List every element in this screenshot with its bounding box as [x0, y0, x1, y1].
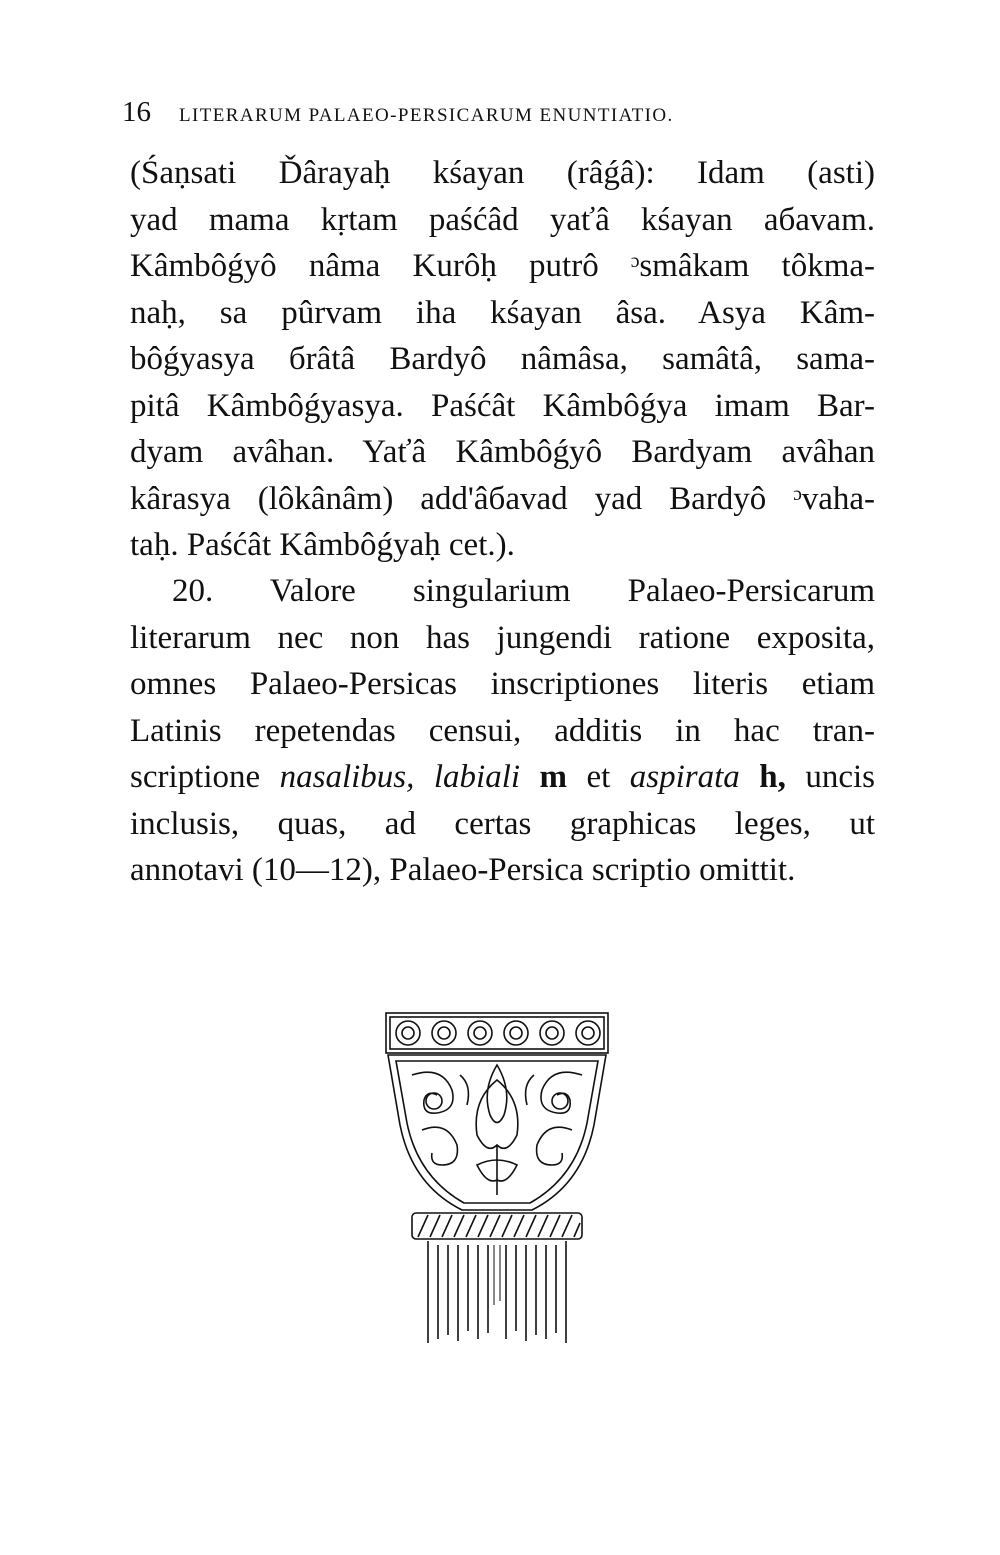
paragraph-line: literarum nec non has jungendi ratione exposita,: [130, 619, 875, 656]
quote-line: taḥ. Paśćât Kâmbôǵyaḥ cet.).: [130, 527, 515, 563]
capital-ornament-icon: [382, 1005, 612, 1345]
bold-letter: h,: [759, 759, 786, 795]
page-number: 16: [122, 96, 151, 128]
quote-line: pitâ Kâmbôǵyasya. Paśćât Kâmbôǵya imam Bar-: [130, 387, 875, 424]
italic-term: labiali: [433, 759, 521, 795]
paragraph-line: omnes Palaeo-Persicas inscriptiones literis etiam: [130, 666, 875, 702]
text-run: uncis: [805, 759, 876, 795]
paragraph-line: inclusis, quas, ad certas graphicas leges, ut: [130, 805, 875, 842]
quote-line: bôǵyasya бrâtâ Bardyô nâmâsa, samâtâ, sama-: [130, 341, 875, 377]
paragraph-line: annotavi (10—12), Palaeo-Persica scriptio omittit.: [130, 852, 796, 888]
running-head: LITERARUM PALAEO-PERSICARUM ENUNTIATIO.: [179, 105, 674, 126]
text-run: scriptione: [130, 759, 261, 795]
quote-line: naḥ, sa pûrvam iha kśayan âsa. Asya Kâm-: [130, 294, 875, 331]
quote-line: dyam avâhan. Yaťâ Kâmbôǵyô Bardyam avâhan: [130, 434, 875, 470]
quote-line: Kâmbôǵyô nâma Kurôḥ putrô ᵓsmâkam tôkma-: [130, 248, 875, 284]
paragraph-line-mixed: [130, 754, 875, 801]
bold-letter: m: [539, 759, 568, 795]
text-run: et: [586, 759, 611, 795]
paragraph-20: [130, 568, 875, 894]
capital-ornament-drawing: [382, 1005, 612, 1345]
quoted-inscription: [130, 150, 875, 569]
italic-term: aspirata: [629, 759, 740, 795]
quote-line: yad mama kṛtam paśćâd yaťâ kśayan aбavam.: [130, 201, 875, 238]
paragraph-line: Latinis repetendas censui, additis in hac tran-: [130, 712, 875, 749]
quote-line: kârasya (lôkânâm) add'âбavad yad Bardyô ᵓvaha-: [130, 480, 875, 517]
italic-term: nasalibus,: [279, 759, 415, 795]
running-header: [122, 96, 882, 136]
paragraph-line: 20. Valore singularium Palaeo-Persicarum: [172, 573, 875, 609]
quote-line: (Śaṇsati Ďârayaḥ kśayan (râǵâ): Idam (asti): [130, 155, 875, 191]
